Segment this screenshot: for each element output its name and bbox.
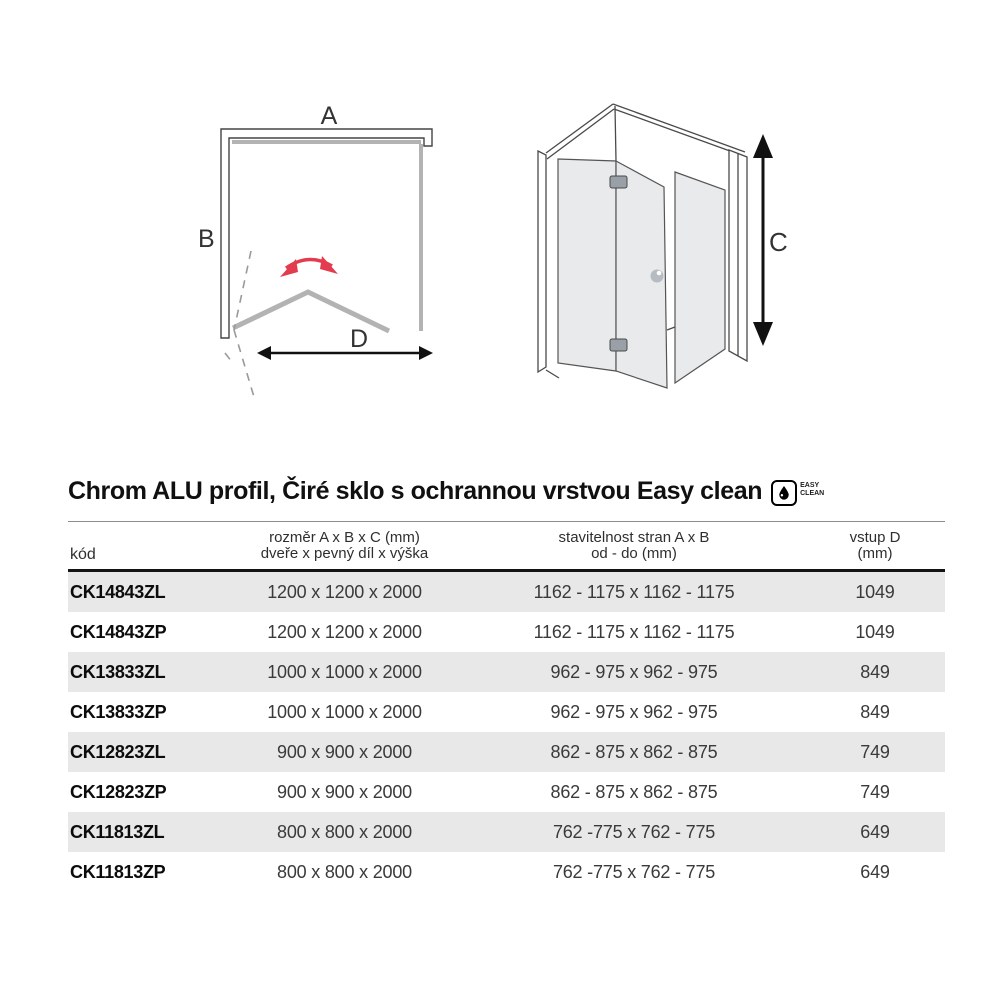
floor-edge xyxy=(546,370,559,378)
dimension-label-a: A xyxy=(320,102,338,130)
cell-rozmer: 1000 x 1000 x 2000 xyxy=(267,661,422,682)
cell-kod: CK13833ZL xyxy=(70,661,166,682)
cell-stavitelnost: 1162 - 1175 x 1162 - 1175 xyxy=(533,581,735,602)
spec-table xyxy=(68,521,945,892)
door-knob-icon xyxy=(651,270,664,283)
table-row xyxy=(68,612,945,652)
dimension-label-b: B xyxy=(198,225,215,253)
hinge-bottom-icon xyxy=(610,339,627,351)
title-row xyxy=(68,477,824,506)
cell-rozmer: 900 x 900 x 2000 xyxy=(277,741,412,762)
dimension-label-c: C xyxy=(769,227,788,257)
cell-vstup: 1049 xyxy=(855,581,895,602)
cell-rozmer: 1200 x 1200 x 2000 xyxy=(267,621,422,642)
cell-kod: CK11813ZP xyxy=(70,861,166,882)
table-row xyxy=(68,812,945,852)
top-view-diagram xyxy=(185,95,450,415)
perspective-view-diagram xyxy=(520,85,800,405)
cell-kod: CK14843ZL xyxy=(70,581,166,602)
cell-kod: CK13833ZP xyxy=(70,701,167,722)
cell-kod: CK12823ZP xyxy=(70,781,167,802)
column-header-vstup: vstup D (mm) xyxy=(849,529,901,562)
page-title: Chrom ALU profil, Čiré sklo s ochrannou vrstvou Easy clean xyxy=(68,477,763,505)
table-row xyxy=(68,772,945,812)
column-header-stavitelnost: stavitelnost stran A x B od - do (mm) xyxy=(558,529,710,562)
cell-vstup: 749 xyxy=(860,781,890,802)
door-knob-highlight xyxy=(657,271,662,276)
left-wall-profile xyxy=(538,151,546,372)
table-row xyxy=(68,571,945,613)
bottom-connector xyxy=(667,327,675,330)
cell-stavitelnost: 962 - 975 x 962 - 975 xyxy=(550,701,718,722)
column-header-kod: kód xyxy=(70,546,96,563)
cell-vstup: 849 xyxy=(860,661,890,682)
cell-stavitelnost: 862 - 875 x 862 - 875 xyxy=(550,781,718,802)
cell-vstup: 649 xyxy=(860,821,890,842)
top-rail xyxy=(546,104,745,161)
column-header-rozmer: rozměr A x B x C (mm) dveře x pevný díl x výška xyxy=(260,529,429,562)
wall-profile-outline xyxy=(221,129,432,338)
spec-table-header xyxy=(68,522,945,571)
table-row xyxy=(68,652,945,692)
spec-table-body xyxy=(68,571,945,893)
cell-kod: CK12823ZL xyxy=(70,741,166,762)
dimension-label-d: D xyxy=(349,325,369,353)
fixed-glass-panel xyxy=(675,172,725,383)
cell-rozmer: 800 x 800 x 2000 xyxy=(277,861,412,882)
cell-stavitelnost: 862 - 875 x 862 - 875 xyxy=(550,741,718,762)
cell-rozmer: 900 x 900 x 2000 xyxy=(277,781,412,802)
hinge-top-icon xyxy=(610,176,627,188)
swing-arrow-icon xyxy=(280,256,338,277)
table-row xyxy=(68,732,945,772)
cell-rozmer: 1000 x 1000 x 2000 xyxy=(267,701,422,722)
cell-stavitelnost: 762 -775 x 762 - 775 xyxy=(552,861,716,882)
cell-kod: CK11813ZL xyxy=(70,821,165,842)
easy-clean-badge xyxy=(771,480,824,506)
table-row xyxy=(68,852,945,892)
easy-clean-label: EASY CLEAN xyxy=(800,482,825,497)
cell-vstup: 849 xyxy=(860,701,890,722)
cell-vstup: 749 xyxy=(860,741,890,762)
dimension-arrow-d xyxy=(257,346,433,360)
cell-vstup: 649 xyxy=(860,861,890,882)
door-panel-left xyxy=(558,159,616,371)
cell-stavitelnost: 962 - 975 x 962 - 975 xyxy=(550,661,718,682)
table-row xyxy=(68,692,945,732)
cell-kod: CK14843ZP xyxy=(70,621,167,642)
cell-rozmer: 1200 x 1200 x 2000 xyxy=(267,581,422,602)
cell-stavitelnost: 1162 - 1175 x 1162 - 1175 xyxy=(533,621,735,642)
cell-rozmer: 800 x 800 x 2000 xyxy=(277,821,412,842)
droplet-icon xyxy=(771,480,797,506)
cell-stavitelnost: 762 -775 x 762 - 775 xyxy=(552,821,716,842)
cell-vstup: 1049 xyxy=(855,621,895,642)
